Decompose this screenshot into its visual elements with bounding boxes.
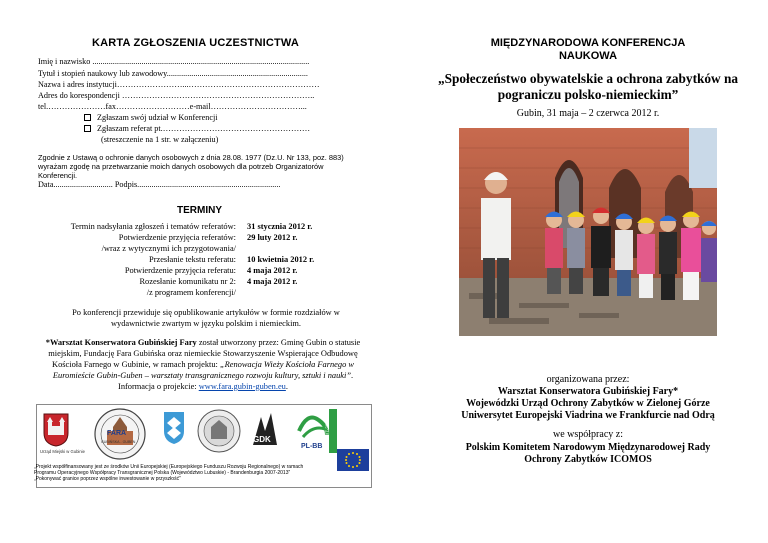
organizer-item: Wojewódzki Urząd Ochrony Zabytków w Zielonej Górze bbox=[466, 398, 710, 409]
conference-place-date: Gubin, 31 maja – 2 czerwca 2012 r. bbox=[516, 108, 660, 119]
workshop-name: *Warsztat Konserwatora Gubińskiej Fary bbox=[45, 338, 197, 347]
term-date: 29 luty 2012 r. bbox=[247, 233, 298, 242]
privacy-consent: Zgodnie z Ustawą o ochronie danych osobowych z dnia 28.08. 1977 (Dz.U. Nr 133, poz. 883) wyrażam zgodę na przetwarzanie moich danych osobowych dla potrzeb Organizatorów Konferencji. bbox=[38, 153, 344, 180]
funding-caption: „Projekt współfinansowany jest ze środków Unii Europejskiej (Europejskiego Funduszu Rozwoju Regionalnego) w ramach Programu Operacyjnego Współpracy Transgranicznej Polska (Województwo Lubuskie) - Brandenburgia 2007-2013” „Pokonywać granice poprzez wspólne inwestowanie w przyszłość” bbox=[34, 464, 304, 482]
signature-line: Data............................. Podpis...................................................................... bbox=[38, 180, 281, 189]
fara-logo-small: GUBIŃSKA - GUBEN bbox=[101, 440, 136, 444]
cooperation-partner: Ochrony Zabytków ICOMOS bbox=[524, 454, 652, 465]
checkbox-icon bbox=[84, 114, 91, 121]
checkbox-paper-label: Zgłaszam referat pt.……………………………………………… bbox=[97, 124, 311, 133]
term-label: Termin nadsyłania zgłoszeń i tematów referatów: bbox=[70, 222, 236, 231]
child-group bbox=[545, 208, 717, 301]
project-link[interactable]: www.fara.gubin-guben.eu bbox=[198, 382, 286, 391]
plbb-logo-label: PL-BB bbox=[301, 443, 323, 450]
fara-logo-label: FARA bbox=[107, 430, 127, 437]
publication-note: Po konferencji przewiduje się opublikowanie artykułów w formie rozdziałów w wydawnictwie zwartym w języku polskim i niemieckim. bbox=[72, 308, 340, 328]
cooperation-label: we współpracy z: bbox=[553, 429, 623, 440]
cooperation-partner: Polskim Komitetem Narodowym Międzynarodowej Rady bbox=[465, 442, 711, 453]
terms-heading: TERMINY bbox=[177, 205, 222, 216]
conference-subtitle: „Społeczeństwo obywatelskie a ochrona zabytków na pograniczu polsko-niemieckim” bbox=[437, 71, 739, 102]
workshop-note bbox=[38, 337, 368, 392]
term-date: 10 kwietnia 2012 r. bbox=[247, 255, 315, 264]
workshop-photo bbox=[459, 128, 717, 336]
term-label: Potwierdzenie przyjęcia referatów: bbox=[118, 233, 236, 242]
university-seal-icon bbox=[197, 409, 241, 453]
term-date: 4 maja 2012 r. bbox=[247, 277, 298, 286]
eu-flag-icon bbox=[337, 449, 369, 471]
blue-shield-logo-icon bbox=[163, 411, 185, 445]
organizer-item: Warsztat Konserwatora Gubińskiej Fary* bbox=[497, 386, 679, 397]
form-line-address: Adres do korespondencji …………………………………………………………….. bbox=[38, 91, 315, 100]
form-line-degree: Tytuł i stopień naukowy lub zawodowy..................................................................... bbox=[38, 69, 308, 78]
project-title: „Renowacja Wieży Kościoła Farnego w Euromieście Gubin-Guben – warsztaty transgranicznego rozwoju kultury, sztuki i nauki” bbox=[52, 360, 354, 380]
workshop-text: został utworzony przez: Gminę Gubin o statusie miejskim, Fundację Fara Gubińska oraz niemieckie Stowarzyszenie Wspierające Odbudowę Kościoła Farnego w Gubinie, w ramach projektu: bbox=[48, 338, 361, 369]
form-line-contact: tel.…………………fax………………………e-mail……………………………... bbox=[38, 102, 307, 111]
term-label: Przesłanie tekstu referatu: bbox=[149, 255, 236, 264]
gubin-coat-of-arms-icon bbox=[43, 413, 69, 447]
term-label: Potwierdzenie przyjęcia referatu: bbox=[124, 266, 236, 275]
checkbox-paper bbox=[84, 124, 310, 133]
term-label: /wraz z wytycznymi ich przygotowania/ bbox=[101, 244, 236, 253]
checkbox-participation bbox=[84, 113, 218, 122]
organizer-item: Uniwersytet Europejski Viadrina we Frankfurcie nad Odrą bbox=[461, 410, 715, 421]
form-line-institution: Nazwa i adres instytucji……………………...………………………………………… bbox=[38, 80, 320, 89]
city-logo-caption: Urząd Miejski w Gubinie bbox=[40, 449, 85, 454]
workshop-text: . Informacja o projekcie: bbox=[118, 371, 354, 391]
plbb-years-band bbox=[329, 409, 337, 453]
term-date: 31 stycznia 2012 r. bbox=[247, 222, 313, 231]
workshop-text: . bbox=[285, 382, 288, 391]
gdk-logo-label: GDK bbox=[253, 435, 271, 444]
abstract-note: (streszczenie na 1 str. w załączeniu) bbox=[101, 135, 219, 144]
term-label: /z programem konferencji/ bbox=[146, 288, 236, 297]
term-date: 4 maja 2012 r. bbox=[247, 266, 298, 275]
term-label: Rozesłanie komunikatu nr 2: bbox=[139, 277, 236, 286]
organized-by-label: organizowana przez: bbox=[546, 374, 630, 385]
children-in-helmets-photo-icon bbox=[459, 128, 717, 336]
form-title: KARTA ZGŁOSZENIA UCZESTNICTWA bbox=[92, 37, 300, 49]
checkbox-participation-label: Zgłaszam swój udział w Konferencji bbox=[97, 113, 218, 122]
form-line-name: Imię i nazwisko .......................................................................................................... bbox=[38, 57, 310, 66]
checkbox-icon bbox=[84, 125, 91, 132]
conference-title: MIĘDZYNARODOWA KONFERENCJA NAUKOWA bbox=[490, 37, 686, 62]
plbb-logo-years: 2007-2013 bbox=[324, 418, 330, 441]
